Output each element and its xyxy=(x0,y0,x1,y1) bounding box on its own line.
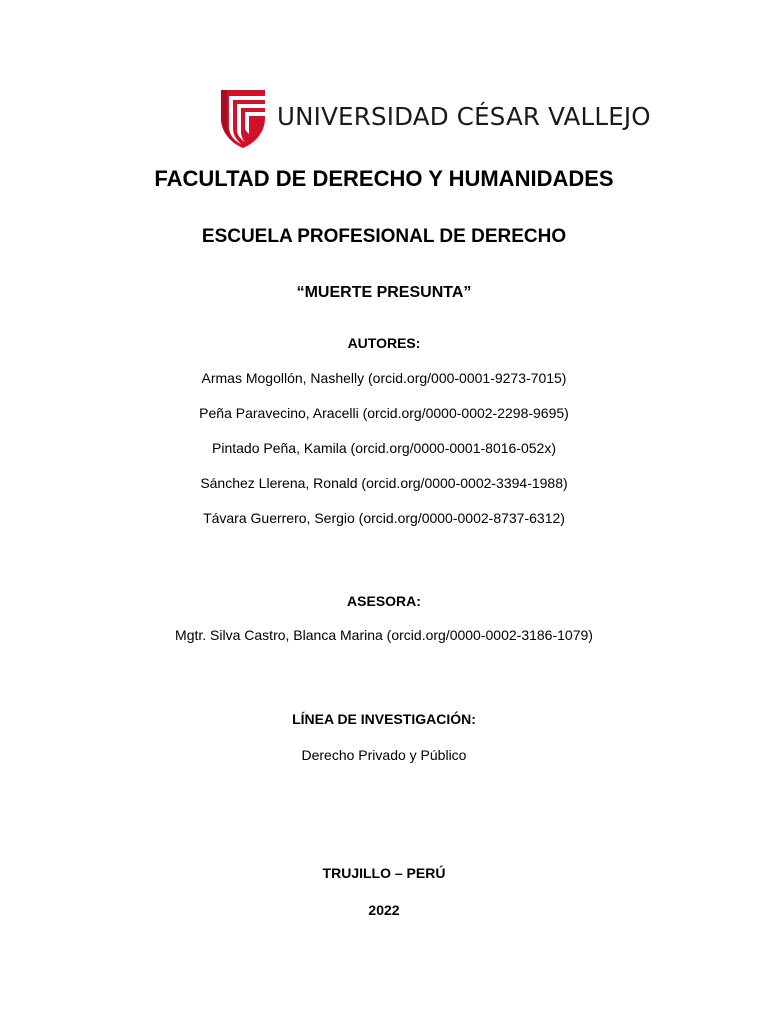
school-heading: ESCUELA PROFESIONAL DE DERECHO xyxy=(201,226,567,247)
research-line-value: Derecho Privado y Público xyxy=(301,747,467,763)
research-line-label: LÍNEA DE INVESTIGACIÓN: xyxy=(292,711,476,727)
advisor-label: ASESORA: xyxy=(347,593,421,609)
author-item: Peña Paravecino, Aracelli (orcid.org/0000-0002-2298-9695) xyxy=(199,405,569,421)
university-shield-icon xyxy=(219,88,267,150)
author-item: Pintado Peña, Kamila (orcid.org/0000-0001-8016-052x) xyxy=(212,440,556,456)
thesis-title: “MUERTE PRESUNTA” xyxy=(296,284,472,301)
university-logo xyxy=(219,88,651,150)
year: 2022 xyxy=(368,902,400,918)
location: TRUJILLO – PERÚ xyxy=(322,865,446,881)
faculty-heading: FACULTAD DE DERECHO Y HUMANIDADES xyxy=(154,166,614,191)
authors-label: AUTORES: xyxy=(347,335,421,351)
author-item: Armas Mogollón, Nashelly (orcid.org/000-0001-9273-7015) xyxy=(201,370,567,386)
author-item: Távara Guerrero, Sergio (orcid.org/0000-0002-8737-6312) xyxy=(203,510,565,526)
university-name: UNIVERSIDAD CÉSAR VALLEJO xyxy=(277,102,651,131)
advisor-name: Mgtr. Silva Castro, Blanca Marina (orcid.org/0000-0002-3186-1079) xyxy=(175,627,593,643)
author-item: Sánchez Llerena, Ronald (orcid.org/0000-0002-3394-1988) xyxy=(200,475,568,491)
